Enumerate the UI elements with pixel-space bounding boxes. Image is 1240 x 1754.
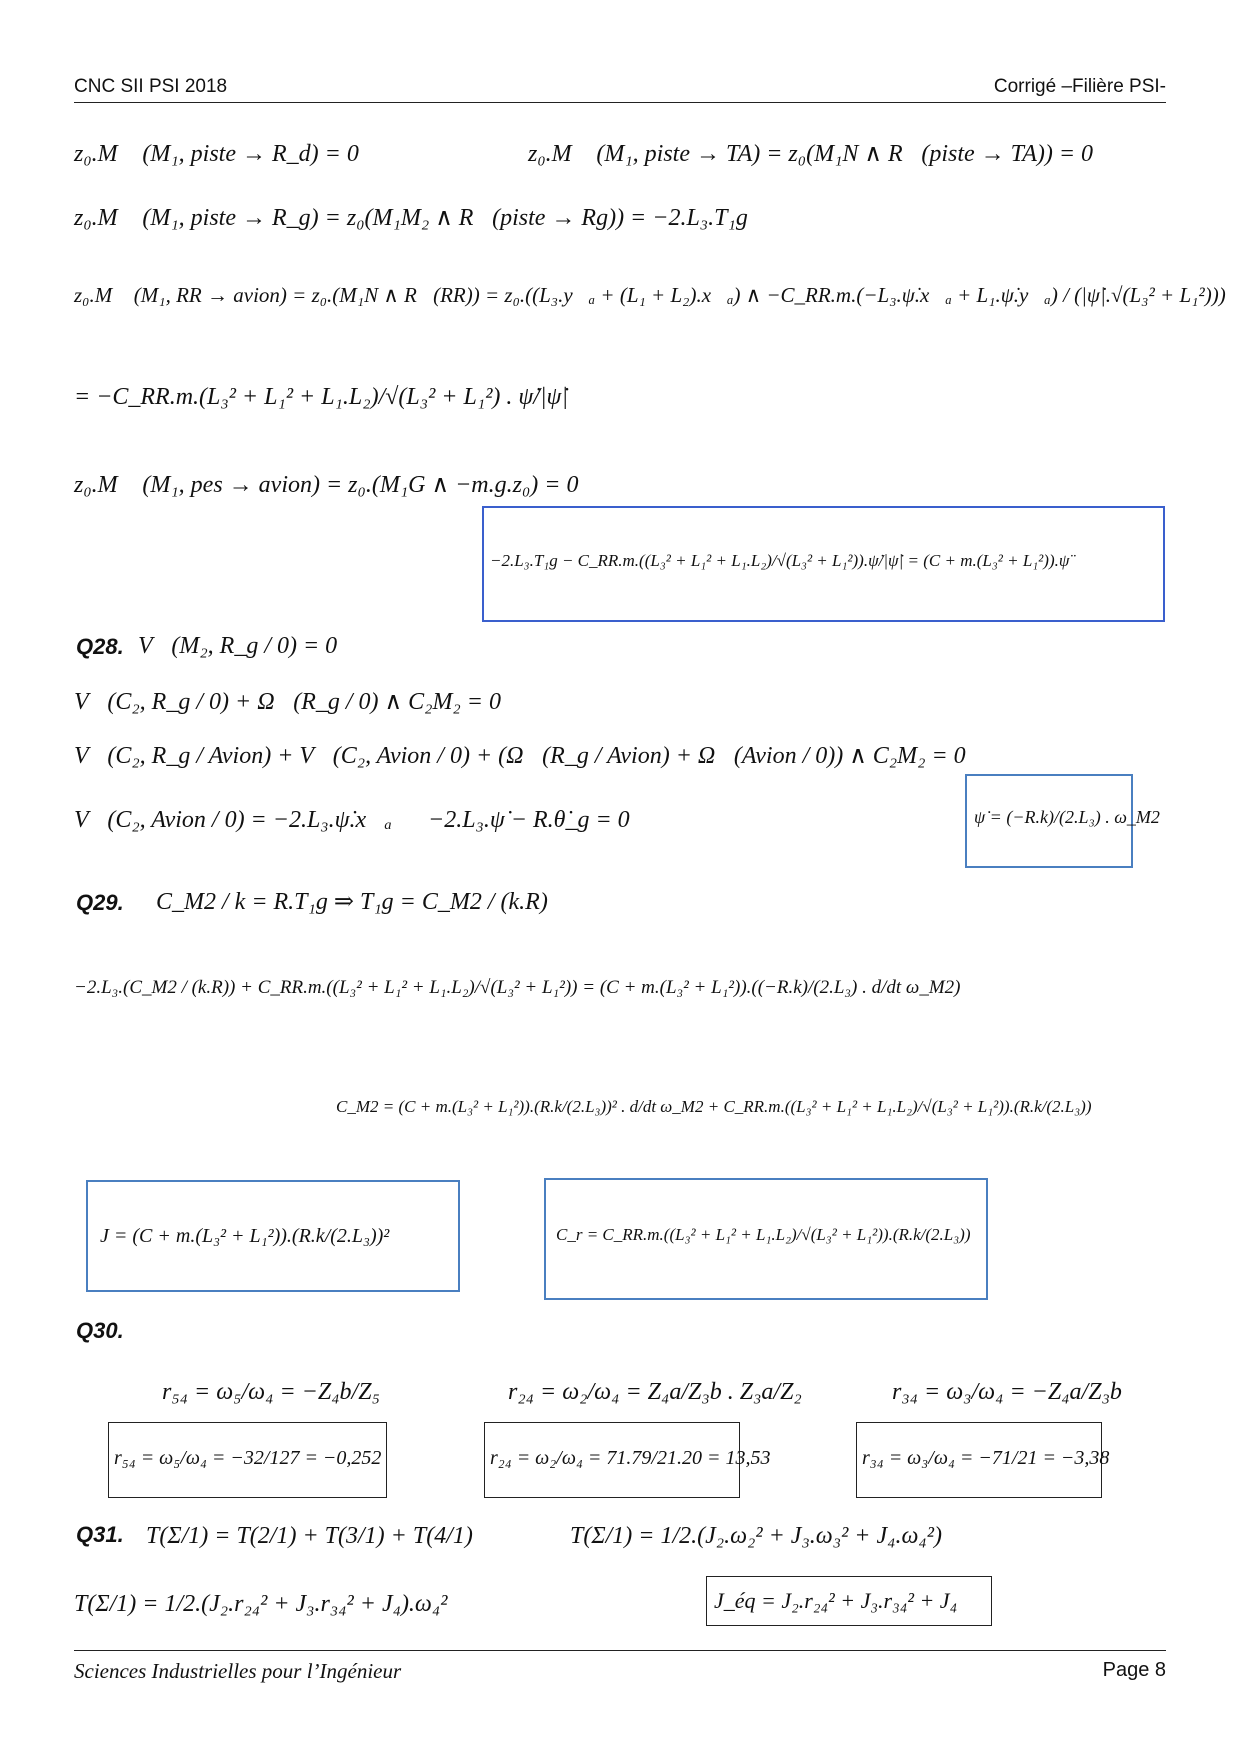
equation-q31-kinetic-expanded: T(Σ/1) = 1/2.(J₂.ω₂² + J₃.ω₃² + J₄.ω₄²)	[570, 1523, 942, 1549]
equation-q29-resistant-torque: C_r = C_RR.m.((L₃² + L₁² + L₁.L₂)/√(L₃² + L₁²)).(R.k/(2.L₃))	[556, 1225, 971, 1244]
equation-q28-velocity-c2: V⃗(C₂, Avion / 0) = −2.L₃.ψ̇.x⃗ₐ	[74, 807, 392, 833]
equation-q28-rolling-condition: −2.L₃.ψ̇ − R.θ̇_g = 0	[428, 807, 630, 833]
footer-left: Sciences Industrielles pour l’Ingénieur	[74, 1659, 402, 1683]
question-label-q31: Q31.	[76, 1522, 124, 1547]
equation-dynamic-result: −2.L₃.T₁g − C_RR.m.((L₃² + L₁² + L₁.L₂)/√(L₃² + L₁²)).ψ̇/|ψ̇| = (C + m.(L₃² + L₁²)).ψ̈	[490, 551, 1070, 570]
page-number: Page 8	[1102, 1659, 1166, 1681]
equation-q30-r34-value: r₃₄ = ω₃/ω₄ = −71/21 = −3,38	[862, 1447, 1110, 1469]
equation-q29-tension: C_M2 / k = R.T₁g ⇒ T₁g = C_M2 / (k.R)	[156, 889, 548, 915]
page-footer	[74, 1650, 1166, 1684]
equation-q29-inertia: J = (C + m.(L₃² + L₁²)).(R.k/(2.L₃))²	[100, 1225, 390, 1247]
page-header	[74, 76, 1166, 103]
equation-q31-kinetic-sum: T(Σ/1) = T(2/1) + T(3/1) + T(4/1)	[146, 1523, 473, 1549]
equation-q29-dynamic: −2.L₃.(C_M2 / (k.R)) + C_RR.m.((L₃² + L₁² + L₁.L₂)/√(L₃² + L₁²)) = (C + m.(L₃² + L₁²)).((−R.k)/(2.L₃) . d/dt ω_M2)	[74, 977, 961, 998]
header-left: CNC SII PSI 2018	[74, 76, 228, 97]
equation-q28-composition-1: V⃗(C₂, R_g / 0) + Ω⃗(R_g / 0) ∧ C₂M₂ = 0⃗	[74, 689, 520, 715]
header-right: Corrigé –Filière PSI-	[993, 76, 1166, 97]
equation-q31-equivalent-inertia: J_éq = J₂.r₂₄² + J₃.r₃₄² + J₄	[714, 1588, 958, 1613]
equation-q30-r54: r₅₄ = ω₅/ω₄ = −Z₄b/Z₅	[162, 1379, 380, 1405]
equation-moment-rr-avion: z₀.M⃗ (M₁, RR → avion) = z₀.(M₁N ∧ R⃗(RR)) = z₀.((L₃.y⃗ₐ + (L₁ + L₂).x⃗ₐ) ∧ −C_RR.m.(−L₃.ψ̇.x⃗ₐ + L₁.ψ̇.y⃗ₐ) / (|ψ̇|.√(L₃² + L₁²)))	[74, 283, 1226, 307]
equation-q30-r24: r₂₄ = ω₂/ω₄ = Z₄a/Z₃b . Z₃a/Z₂	[508, 1379, 802, 1405]
equation-moment-piste-rg: z₀.M⃗ (M₁, piste → R_g) = z₀(M₁M₂ ∧ R⃗(piste → Rg)) = −2.L₃.T₁g	[74, 205, 748, 231]
equation-moment-pes-avion: z₀.M⃗ (M₁, pes → avion) = z₀.(M₁G ∧ −m.g.z₀) = 0	[74, 472, 579, 498]
equation-q28-composition-2: V⃗(C₂, R_g / Avion) + V⃗(C₂, Avion / 0) + (Ω⃗(R_g / Avion) + Ω⃗(Avion / 0)) ∧ C₂M₂ = 0⃗	[74, 743, 985, 769]
equation-q30-r24-value: r₂₄ = ω₂/ω₄ = 71.79/21.20 = 13,53	[490, 1447, 771, 1469]
equation-q31-kinetic-reduced: T(Σ/1) = 1/2.(J₂.r₂₄² + J₃.r₃₄² + J₄).ω₄²	[74, 1591, 448, 1617]
question-label-q28: Q28.	[76, 634, 124, 659]
equation-moment-rr-result: = −C_RR.m.(L₃² + L₁² + L₁.L₂)/√(L₃² + L₁²) . ψ̇/|ψ̇|	[74, 384, 569, 410]
equation-q30-r34: r₃₄ = ω₃/ω₄ = −Z₄a/Z₃b	[892, 1379, 1122, 1405]
equation-q28-velocity-m2: V⃗(M₂, R_g / 0) = 0⃗	[138, 633, 356, 659]
equation-moment-piste-rd: z₀.M⃗ (M₁, piste → R_d) = 0⃗	[74, 141, 378, 167]
question-label-q30: Q30.	[76, 1318, 124, 1343]
question-label-q29: Q29.	[76, 890, 124, 915]
equation-q28-result: ψ̇ = (−R.k)/(2.L₃) . ω_M2	[974, 807, 1160, 827]
equation-q29-cm2: C_M2 = (C + m.(L₃² + L₁²)).(R.k/(2.L₃))² . d/dt ω_M2 + C_RR.m.((L₃² + L₁² + L₁.L₂)/√(L₃² + L₁²)).(R.k/(2.L₃))	[336, 1097, 1092, 1116]
equation-q30-r54-value: r₅₄ = ω₅/ω₄ = −32/127 = −0,252	[114, 1447, 382, 1469]
equation-moment-piste-ta: z₀.M⃗ (M₁, piste → TA) = z₀(M₁N ∧ R⃗(piste → TA)) = 0	[528, 141, 1094, 167]
